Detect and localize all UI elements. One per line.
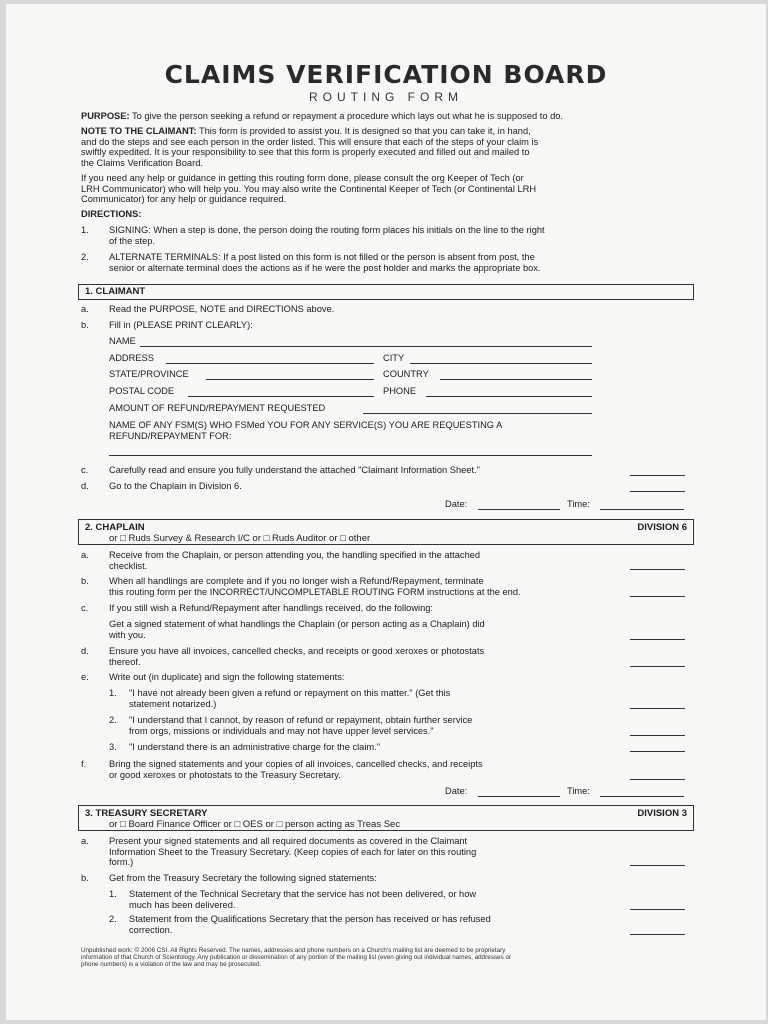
step-line: Get a signed statement of what handlings the Chaplain (or person acting as a Chaplain) did [109,619,485,629]
step-line: or good xeroxes or photostats to the Treasury Secretary. [109,769,341,780]
initials-line[interactable] [630,639,685,640]
step-line: checklist. [109,560,148,571]
section-title: 3. TREASURY SECRETARY [85,808,208,819]
step-ensure-invoices [109,646,687,667]
step-letter: a. [81,304,89,314]
step-present-statements [109,836,687,868]
step-line: When all handlings are complete and if you no longer wish a Refund/Repayment, terminate [109,576,484,586]
phone-label: PHONE [383,386,417,396]
note-line: swiftly expedited. It is your responsibility to see that this form is properly executed and filled out and mailed to [81,147,530,158]
note-line: This form is provided to assist you. It is designed so that you can take it, in hand, [198,126,531,136]
city-label: CITY [383,353,405,363]
initials-line[interactable] [630,491,685,492]
statement-number: 2. [109,715,117,725]
statement-line: "I understand that I cannot, by reason of refund or repayment, obtain further service [129,715,473,725]
initials-line[interactable] [630,779,685,780]
step-write-statements: Write out (in duplicate) and sign the following statements: [109,672,345,682]
direction-line: ALTERNATE TERMINALS: If a post listed on this form is not filled or the person is absent from post, the [109,252,535,262]
country-field[interactable] [440,379,592,380]
step-line: form.) [109,857,134,868]
chaplain-section-header [78,519,694,545]
note-paragraph [81,126,686,168]
initials-line[interactable] [630,865,685,866]
footer-line: information of that Church of Scientology. Any publication or dissemination of any portion of the mailing list (even giving out individual names, addresses or [81,954,512,962]
direction-line: of the step. [109,235,155,246]
time-label: Time: [567,786,590,796]
step-letter: a. [81,550,89,560]
initials-line[interactable] [630,666,685,667]
direction-line: senior or alternate terminal does the actions as if he were the post holder and marks the appropriate box. [109,262,541,273]
initials-line[interactable] [630,569,685,570]
initials-line[interactable] [630,735,685,736]
statement-line: Statement from the Qualifications Secretary that the person has received or has refused [129,914,491,924]
fsm-line: NAME OF ANY FSM(S) WHO FSMed YOU FOR ANY SERVICE(S) YOU ARE REQUESTING A [109,420,503,430]
state-field[interactable] [206,379,374,380]
step-terminate [109,576,687,597]
note-line: the Claims Verification Board. [81,157,203,168]
step-line: thereof. [109,656,141,667]
initials-line[interactable] [630,751,685,752]
address-field[interactable] [166,363,374,364]
step-line: Ensure you have all invoices, cancelled checks, and receipts or good xeroxes or photostats [109,646,485,656]
section-title: 1. CLAIMANT [85,286,146,297]
step-letter: c. [81,465,89,475]
step-letter: b. [81,576,89,586]
step-line: Information Sheet to the Treasury Secretary. (Keep copies of each for later on this routing [109,846,477,857]
help-paragraph [81,173,686,205]
step-letter: d. [81,481,89,491]
statement-no-refund [129,688,629,709]
address-label: ADDRESS [109,353,154,363]
section-title: 2. CHAPLAIN [85,522,145,533]
step-go-to-chaplain: Go to the Chaplain in Division 6. [109,481,242,491]
direction-number: 2. [81,252,89,262]
step-line: Bring the signed statements and your copies of all invoices, cancelled checks, and receipts [109,759,483,769]
initials-line[interactable] [630,708,685,709]
date-label: Date: [445,499,468,509]
purpose-label: PURPOSE: [81,111,130,121]
direction-alternate [109,252,687,273]
statement-no-further-service [129,715,629,736]
initials-line[interactable] [630,596,685,597]
note-label: NOTE TO THE CLAIMANT: [81,126,197,136]
step-read-directions: Read the PURPOSE, NOTE and DIRECTIONS above. [109,304,335,314]
phone-field[interactable] [426,396,592,397]
statement-number: 1. [109,688,117,698]
initials-line[interactable] [630,934,685,935]
help-line: LRH Communicator) who will help you. You may also write the Continental Keeper of Tech (or Continental LRH [81,183,537,194]
directions-heading: DIRECTIONS: [81,209,142,219]
name-label: NAME [109,336,136,346]
alternate-terminals: or □ Ruds Survey & Research I/C or □ Ruds Auditor or □ other [109,533,371,544]
step-letter: a. [81,836,89,846]
step-letter: b. [81,873,89,883]
statement-technical-secretary [129,889,629,910]
step-letter: b. [81,320,89,330]
initials-line[interactable] [630,909,685,910]
direction-line: SIGNING: When a step is done, the person doing the routing form places his initials on the line to the right [109,225,545,235]
step-line: Receive from the Chaplain, or person attending you, the handling specified in the attached [109,550,481,560]
date-field[interactable] [478,796,560,797]
statement-qualifications-secretary [129,914,629,935]
note-line: and do the steps and see each person in the order listed. This will ensure that each of the steps of your claim is [81,136,539,147]
statement-number: 1. [109,889,117,899]
help-line: Communicator) for any help or guidance required. [81,194,287,205]
step-line: this routing form per the INCORRECT/UNCOMPLETABLE ROUTING FORM instructions at the end. [109,586,521,597]
step-get-signed-statements: Get from the Treasury Secretary the following signed statements: [109,873,377,883]
statement-line: Statement of the Technical Secretary that the service has not been delivered, or how [129,889,477,899]
statement-number: 3. [109,742,117,752]
initials-line[interactable] [630,475,685,476]
statement-line: statement notarized.) [129,698,217,709]
city-field[interactable] [410,363,592,364]
footer-line: phone numbers) is a violation of the law and may be prosecuted. [81,961,262,969]
time-label: Time: [567,499,590,509]
step-get-statement [109,619,687,640]
fsm-line: REFUND/REPAYMENT FOR: [109,430,232,441]
statement-admin-charge: "I understand there is an administrative charge for the claim." [129,742,381,752]
country-label: COUNTRY [383,369,429,379]
step-letter: f. [81,759,87,769]
step-bring-to-treasury [109,759,687,780]
amount-field[interactable] [363,413,592,414]
step-fill-in: Fill in (PLEASE PRINT CLEARLY): [109,320,253,330]
statement-line: "I have not already been given a refund or repayment on this matter." (Get this [129,688,451,698]
help-line: If you need any help or guidance in getting this routing form done, please consult the org Keeper of Tech (or [81,173,524,183]
form-title: CLAIMS VERIFICATION BOARD [164,60,608,89]
statement-line: correction. [129,924,173,935]
postal-code-label: POSTAL CODE [109,386,175,396]
treasury-section-header [78,805,694,831]
name-field[interactable] [140,346,592,347]
step-letter: e. [81,672,89,682]
statement-line: from orgs, missions or individuals and may not have upper level services." [129,725,434,736]
time-field[interactable] [600,509,684,510]
statement-line: much has been delivered. [129,899,236,910]
amount-label: AMOUNT OF REFUND/REPAYMENT REQUESTED [109,403,326,413]
fsm-field[interactable] [109,455,592,456]
date-field[interactable] [478,509,560,510]
fsm-label [109,420,687,441]
statement-number: 2. [109,914,117,924]
step-receive-handling [109,550,687,571]
step-still-wish: If you still wish a Refund/Repayment after handlings received, do the following: [109,603,434,613]
purpose-text: To give the person seeking a refund or repayment a procedure which lays out what he is supposed to do. [131,111,564,121]
alternate-terminals: or □ Board Finance Officer or □ OES or □ person acting as Treas Sec [109,819,401,830]
purpose-paragraph [81,111,686,122]
step-read-info-sheet: Carefully read and ensure you fully understand the attached "Claimant Information Sheet." [109,465,480,475]
date-label: Date: [445,786,468,796]
step-letter: d. [81,646,89,656]
step-line: with you. [109,629,146,640]
step-letter: c. [81,603,89,613]
division-label: DIVISION 3 [637,808,687,819]
state-label: STATE/PROVINCE [109,369,189,379]
step-line: Present your signed statements and all required documents as covered in the Claimant [109,836,468,846]
postal-code-field[interactable] [188,396,374,397]
form-subtitle: ROUTING FORM [309,90,463,104]
direction-number: 1. [81,225,89,235]
form-page [6,4,766,1020]
claimant-section-header [78,284,694,300]
time-field[interactable] [600,796,684,797]
direction-signing [109,225,687,246]
copyright-footer [81,947,686,969]
footer-line: Unpublished work: © 2006 CSI. All Rights Reserved. The names, addresses and phone numbers on a Church's mailing list are deemed to be proprietary [81,947,506,954]
division-label: DIVISION 6 [637,522,687,533]
